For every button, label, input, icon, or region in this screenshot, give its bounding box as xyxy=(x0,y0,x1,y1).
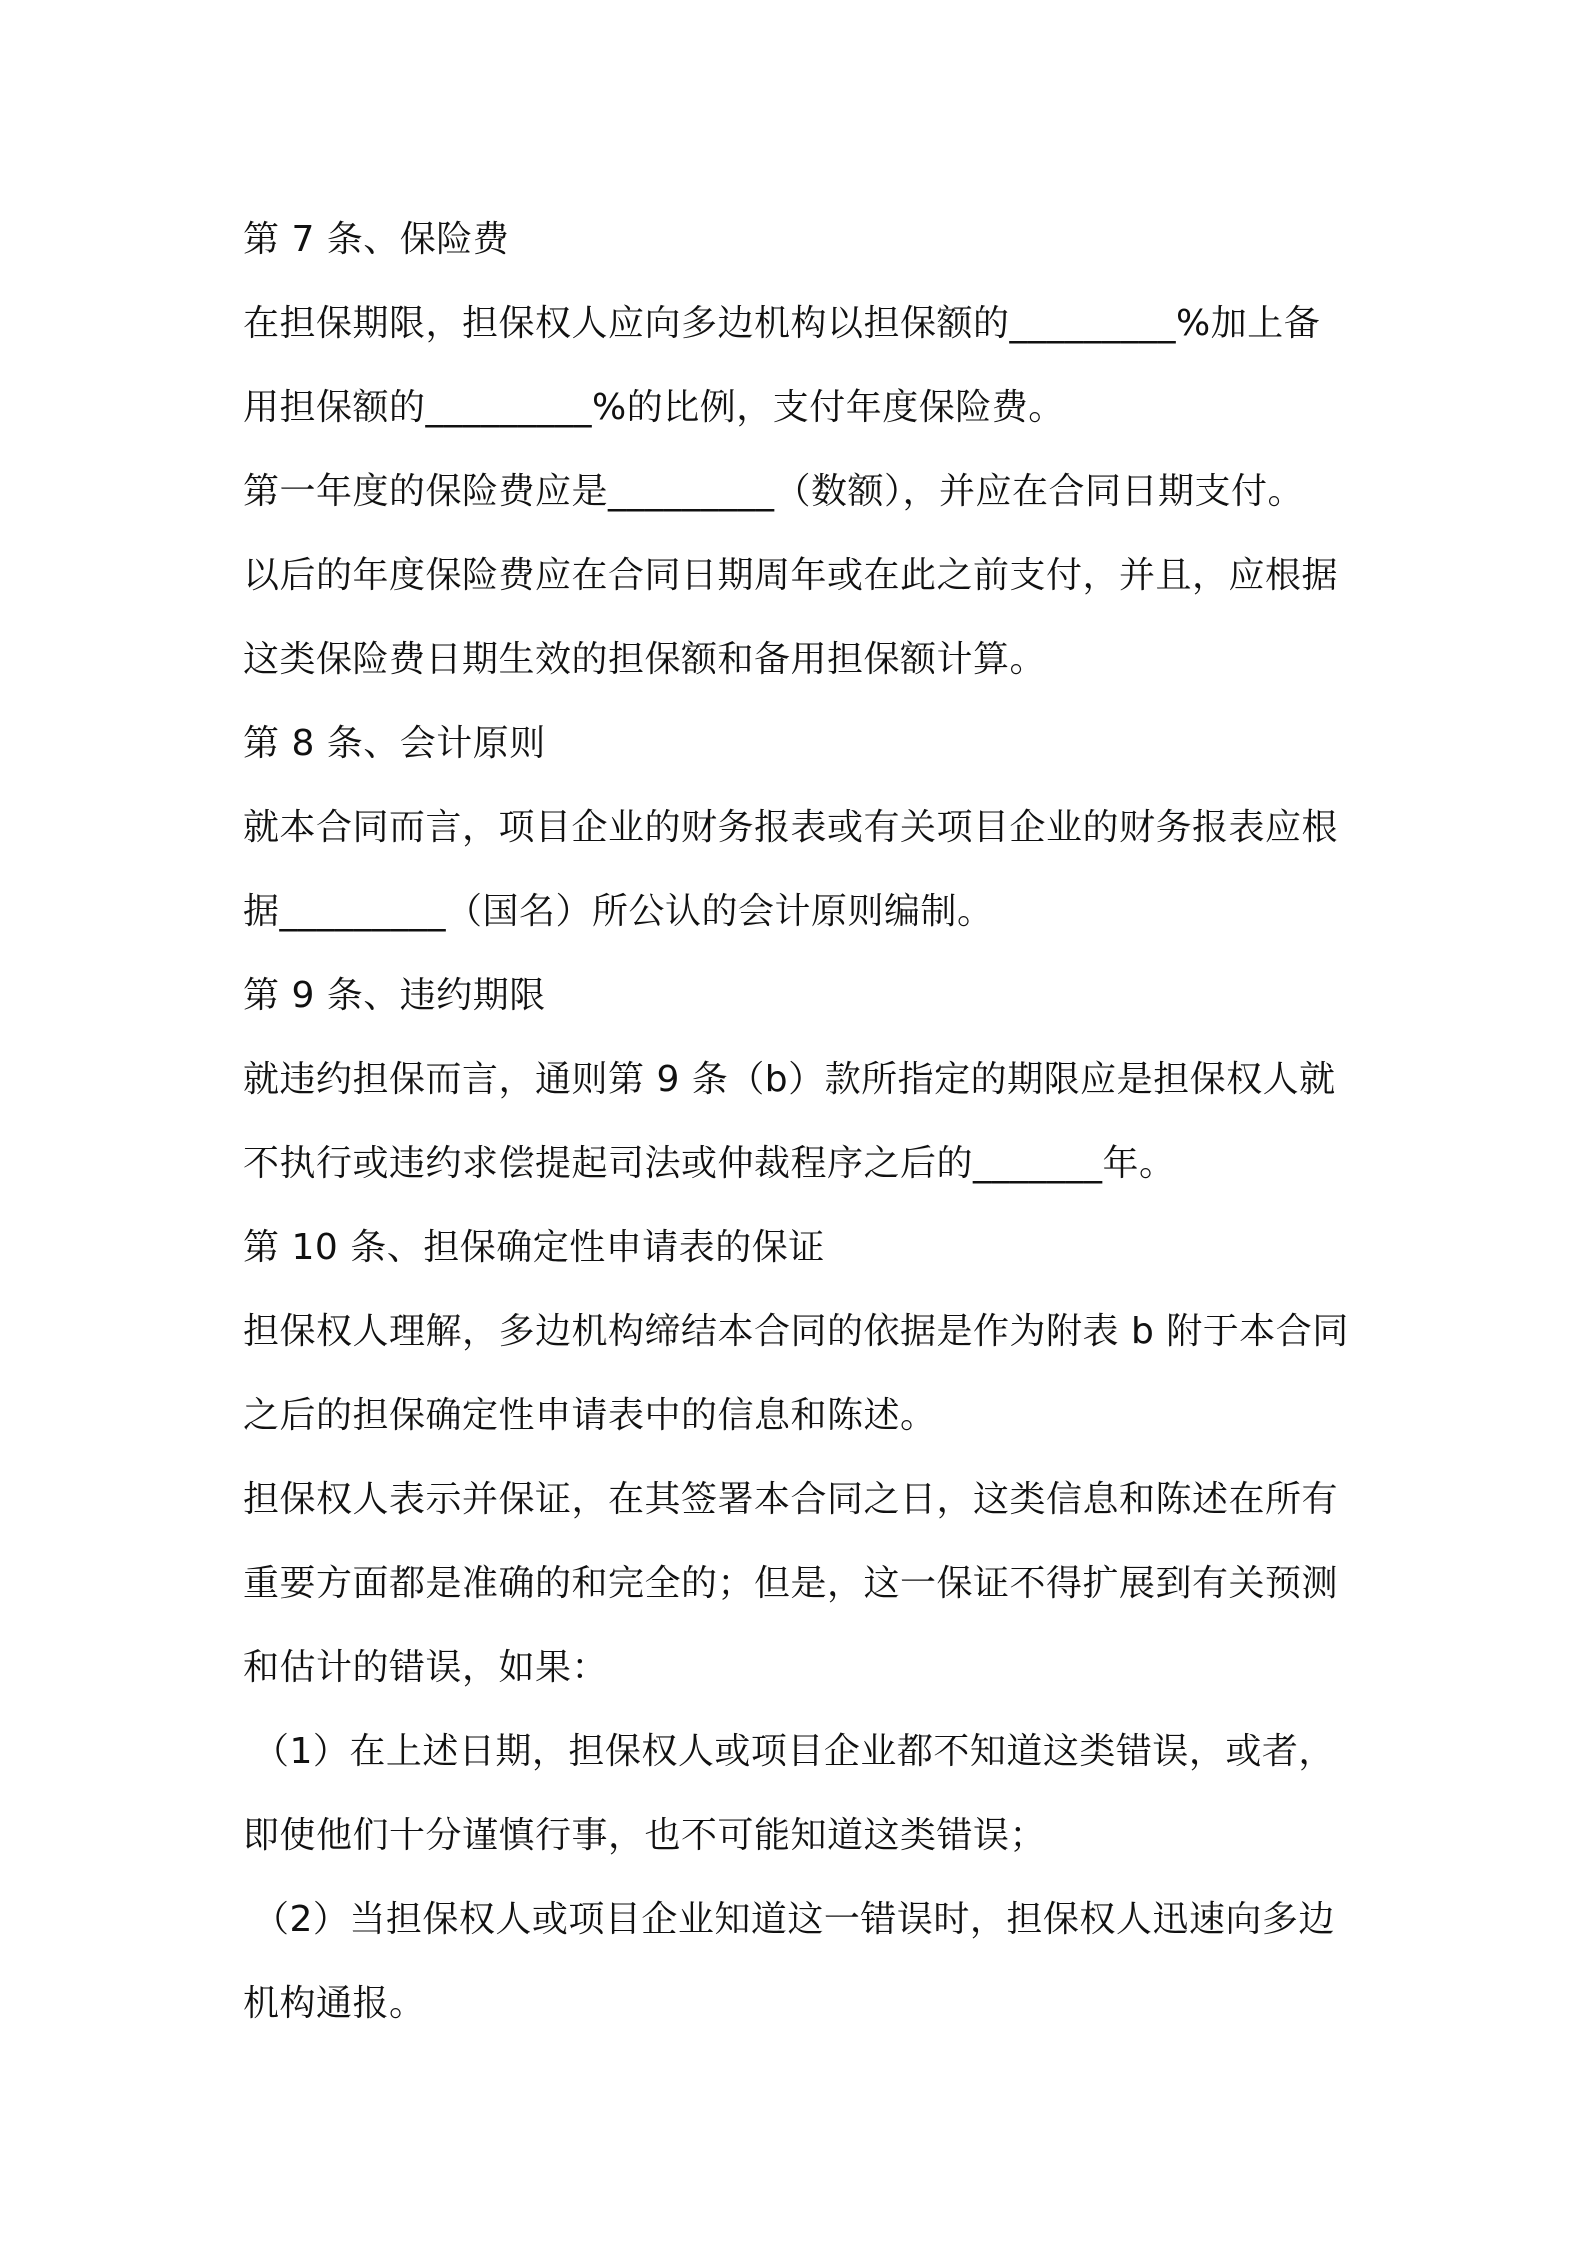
paragraph-line: 就违约担保而言，通则第 9 条（b）款所指定的期限应是担保权人就 xyxy=(243,1059,1336,1100)
paragraph-line: 用担保额的_________%的比例，支付年度保险费。 xyxy=(243,387,1065,428)
paragraph-line: 在担保期限，担保权人应向多边机构以担保额的_________%加上备 xyxy=(243,303,1321,344)
paragraph-line: 机构通报。 xyxy=(243,1983,426,2024)
paragraph-line: 担保权人理解，多边机构缔结本合同的依据是作为附表 b 附于本合同 xyxy=(243,1311,1349,1352)
paragraph-line: 之后的担保确定性申请表中的信息和陈述。 xyxy=(243,1395,937,1436)
paragraph-line: 就本合同而言，项目企业的财务报表或有关项目企业的财务报表应根 xyxy=(243,807,1339,848)
paragraph-line: 不执行或违约求偿提起司法或仲裁程序之后的_______年。 xyxy=(243,1143,1176,1184)
paragraph-line: 据_________（国名）所公认的会计原则编制。 xyxy=(243,891,994,932)
list-item-2: （2）当担保权人或项目企业知道这一错误时，担保权人迅速向多边 xyxy=(253,1899,1335,1940)
paragraph-line: 重要方面都是准确的和完全的；但是，这一保证不得扩展到有关预测 xyxy=(243,1563,1339,1604)
article-10-heading: 第 10 条、担保确定性申请表的保证 xyxy=(243,1227,825,1268)
document-body xyxy=(243,198,1363,2046)
article-8-heading: 第 8 条、会计原则 xyxy=(243,723,546,764)
paragraph-line: 即使他们十分谨慎行事，也不可能知道这类错误； xyxy=(243,1815,1047,1856)
paragraph-line: 第一年度的保险费应是_________（数额），并应在合同日期支付。 xyxy=(243,471,1305,512)
paragraph-line: 这类保险费日期生效的担保额和备用担保额计算。 xyxy=(243,639,1047,680)
paragraph-line: 担保权人表示并保证，在其签署本合同之日，这类信息和陈述在所有 xyxy=(243,1479,1339,1520)
paragraph-line: 和估计的错误，如果： xyxy=(243,1647,609,1688)
paragraph-line: 以后的年度保险费应在合同日期周年或在此之前支付，并且，应根据 xyxy=(243,555,1339,596)
article-9-heading: 第 9 条、违约期限 xyxy=(243,975,546,1016)
list-item-1: （1）在上述日期，担保权人或项目企业都不知道这类错误，或者， xyxy=(253,1731,1335,1772)
article-7-heading: 第 7 条、保险费 xyxy=(243,219,510,260)
